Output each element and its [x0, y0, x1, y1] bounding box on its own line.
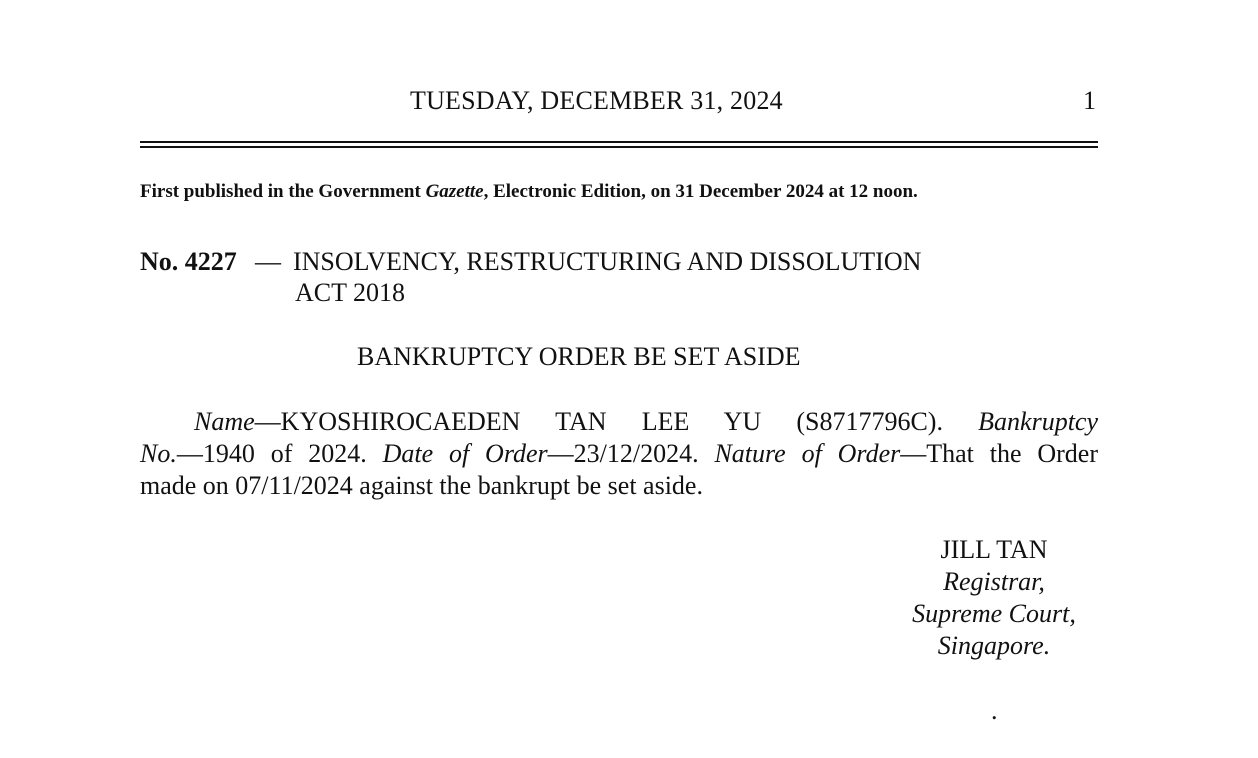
publication-prefix: First published in the Government: [140, 181, 426, 202]
notice-number: No. 4227: [140, 247, 237, 276]
gazette-date: TUESDAY, DECEMBER 31, 2024: [410, 86, 783, 115]
bankruptcy-value: —1940 of 2024.: [176, 439, 383, 468]
page-number: 1: [1083, 86, 1096, 115]
notice-body: [140, 406, 1098, 502]
date-of-order-value: —23/12/2024.: [547, 439, 715, 468]
publication-notice: [140, 181, 918, 203]
publication-suffix: , Electronic Edition, on 31 December 2024 at 12 noon.: [483, 181, 918, 202]
notice-dash: —: [255, 247, 281, 276]
end-mark: .: [991, 696, 998, 725]
act-title-line-1: INSOLVENCY, RESTRUCTURING AND DISSOLUTION: [293, 247, 922, 276]
name-label: Name: [194, 407, 255, 436]
body-line-3: made on 07/11/2024 against the bankrupt be set aside.: [140, 471, 703, 500]
nature-of-order-label: Nature of Order: [714, 439, 901, 468]
name-value: —KYOSHIROCAEDEN TAN LEE YU (S8717796C).: [254, 407, 979, 436]
date-of-order-label: Date of Order: [382, 439, 548, 468]
signatory-block: [880, 534, 1108, 662]
bankruptcy-label-2: No.: [140, 439, 177, 468]
signatory-title-3: Singapore.: [937, 631, 1051, 660]
act-title-line-2: ACT 2018: [295, 278, 406, 307]
header-rule-top: [140, 141, 1098, 143]
bankruptcy-label-1: Bankruptcy: [978, 407, 1098, 436]
signatory-title-2: Supreme Court,: [912, 599, 1076, 628]
signatory-title-1: Registrar,: [943, 567, 1045, 596]
publication-gazette: Gazette: [425, 181, 484, 202]
body-line-2: [140, 438, 1098, 470]
nature-of-order-value-1: —That the Order: [900, 439, 1098, 468]
signatory-name: JILL TAN: [940, 535, 1048, 564]
header-rule-bottom: [140, 146, 1098, 148]
notice-heading: BANKRUPTCY ORDER BE SET ASIDE: [357, 342, 801, 371]
body-line-1: [140, 406, 1098, 438]
